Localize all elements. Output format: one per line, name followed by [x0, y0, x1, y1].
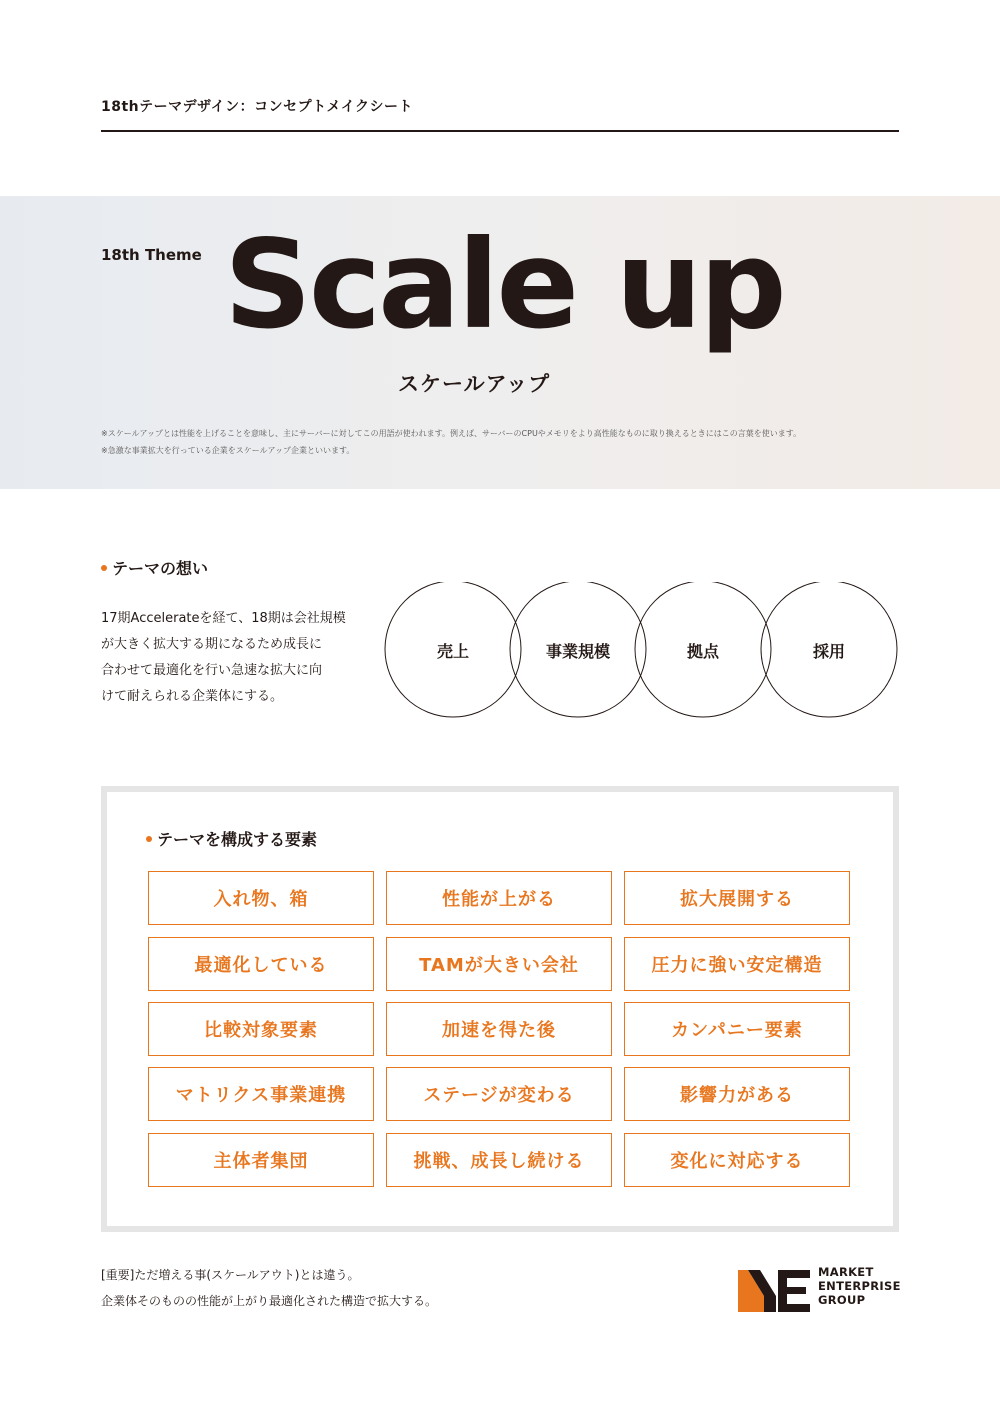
title-reading: スケールアップ — [398, 372, 551, 396]
header-divider — [101, 130, 899, 132]
venn-label-bases: 拠点 — [686, 642, 719, 661]
main-title: Scale up — [224, 214, 784, 356]
elements-heading — [146, 827, 317, 850]
element-tile: カンパニー要素 — [624, 1002, 850, 1056]
venn-label-sales: 売上 — [436, 642, 469, 661]
element-tile: 変化に対応する — [624, 1133, 850, 1187]
document-header — [101, 96, 899, 118]
element-tile: ステージが変わる — [386, 1067, 612, 1121]
elements-heading-text: テーマを構成する要素 — [157, 830, 318, 849]
thoughts-body — [101, 606, 366, 710]
bullet-dot-icon — [101, 565, 107, 571]
element-tile: 最適化している — [148, 937, 374, 991]
hero-note-2: ※急激な事業拡大を行っている企業をスケールアップ企業といいます。 — [101, 446, 355, 455]
hero-banner — [0, 196, 1000, 489]
element-tile: 加速を得た後 — [386, 1002, 612, 1056]
element-tile: 影響力がある — [624, 1067, 850, 1121]
thoughts-line: が大きく拡大する期になるため成長に — [101, 637, 323, 652]
element-tile: マトリクス事業連携 — [148, 1067, 374, 1121]
element-tile: 拡大展開する — [624, 871, 850, 925]
element-tile: TAMが大きい会社 — [386, 937, 612, 991]
thoughts-heading — [101, 556, 208, 579]
company-logo-text — [818, 1265, 901, 1307]
bullet-dot-icon — [146, 836, 152, 842]
element-tile: 入れ物、箱 — [148, 871, 374, 925]
thoughts-line: 17期Accelerateを経て、18期は会社規模 — [101, 611, 346, 626]
venn-label-hiring: 採用 — [812, 642, 845, 661]
element-tile: 主体者集団 — [148, 1133, 374, 1187]
hero-note-1: ※スケールアップとは性能を上げることを意味し、主にサーバーに対してこの用語が使われます。例えば、サーバーのCPUやメモリをより高性能なものに取り換えるときにはこの言葉を使います。 — [101, 429, 802, 438]
footer-note-2: 企業体そのものの性能が上がり最適化された構造で拡大する。 — [101, 1294, 438, 1308]
thoughts-line: 合わせて最適化を行い急速な拡大に向 — [101, 663, 323, 678]
logo-line: GROUP — [818, 1293, 866, 1307]
logo-line: ENTERPRISE — [818, 1279, 901, 1293]
thoughts-line: けて耐えられる企業体にする。 — [101, 689, 284, 704]
element-tile: 性能が上がる — [386, 871, 612, 925]
element-tile: 挑戦、成長し続ける — [386, 1133, 612, 1187]
venn-label-business-scale: 事業規模 — [545, 642, 610, 661]
thoughts-heading-text: テーマの想い — [112, 559, 209, 578]
element-tile: 比較対象要素 — [148, 1002, 374, 1056]
company-logo-icon — [738, 1266, 812, 1312]
theme-label: 18th Theme — [101, 246, 202, 264]
document-title: 18thテーマデザイン：コンセプトメイクシート — [101, 99, 413, 115]
logo-line: MARKET — [818, 1265, 874, 1279]
footer-note-1: [重要]ただ増える事(スケールアウト)とは違う。 — [101, 1268, 360, 1282]
element-tile: 圧力に強い安定構造 — [624, 937, 850, 991]
